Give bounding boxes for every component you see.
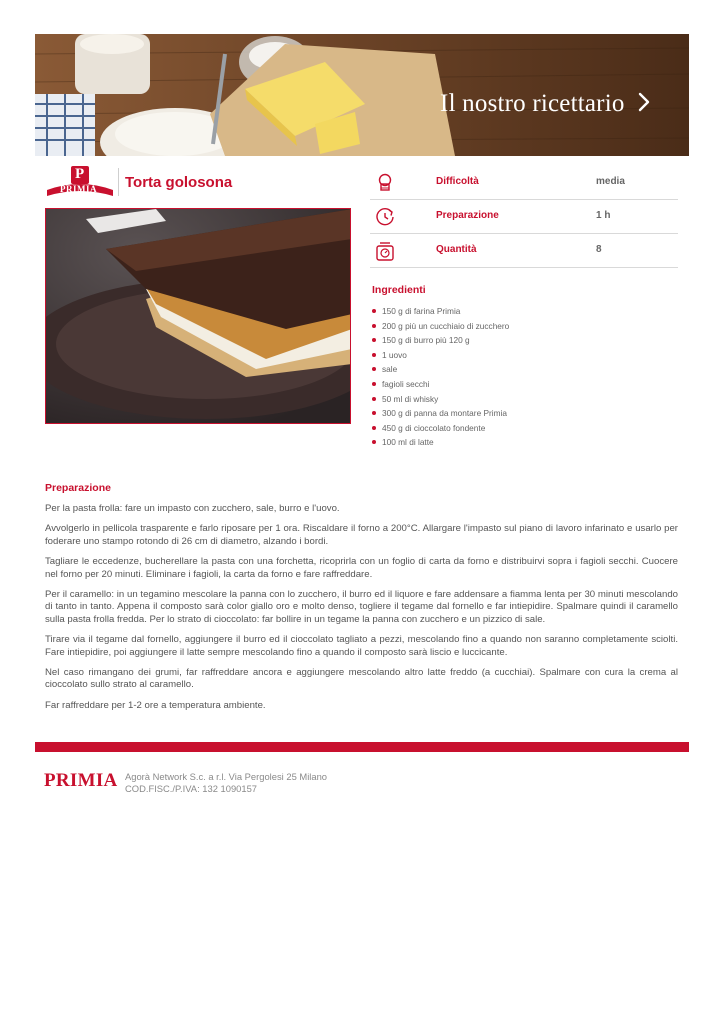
preparation-paragraph: Nel caso rimangano dei grumi, far raffreddare ancora e aggiungere mescolando altro latte freddo (a cucchiai). Spalmare con cura la crema al cioccolato sullo strato al caramello. bbox=[45, 667, 678, 691]
info-row-preparation bbox=[370, 200, 678, 234]
logo-text: PRIMIA bbox=[60, 184, 97, 194]
preparation-label: Preparazione bbox=[436, 210, 499, 221]
scale-icon bbox=[374, 240, 396, 262]
ingredients-title: Ingredienti bbox=[372, 284, 426, 296]
difficulty-value: media bbox=[596, 176, 625, 187]
header-divider bbox=[118, 168, 119, 196]
ingredient-item: 300 g di panna da montare Primia bbox=[372, 408, 509, 423]
ingredient-item: fagioli secchi bbox=[372, 379, 509, 394]
ingredient-item: 100 ml di latte bbox=[372, 437, 509, 452]
preparation-value: 1 h bbox=[596, 210, 611, 221]
ingredient-item: 150 g di farina Primia bbox=[372, 306, 509, 321]
logo-letter: P bbox=[75, 166, 85, 182]
footer-address bbox=[125, 771, 327, 794]
footer-bar bbox=[35, 742, 689, 752]
preparation-paragraph: Avvolgerlo in pellicola trasparente e farlo riposare per 1 ora. Riscaldare il forno a 200°C. Allargare l'impasto sul piano di lavoro infarinato e usarlo per foderare uno stampo rotondo di 26 cm di diametro, alzando i bordi. bbox=[45, 523, 678, 547]
ingredient-item: 450 g di cioccolato fondente bbox=[372, 423, 509, 438]
hero-banner[interactable] bbox=[35, 34, 689, 156]
ingredients-list bbox=[372, 306, 509, 452]
recipe-title: Torta golosona bbox=[125, 174, 233, 191]
primia-logo[interactable] bbox=[45, 166, 115, 198]
preparation-paragraph: Per la pasta frolla: fare un impasto con zucchero, sale, burro e l'uovo. bbox=[45, 503, 340, 514]
timer-icon bbox=[374, 206, 396, 228]
quantity-label: Quantità bbox=[436, 244, 477, 255]
preparation-title: Preparazione bbox=[45, 482, 111, 494]
chef-hat-icon bbox=[374, 172, 396, 194]
info-row-quantity bbox=[370, 234, 678, 268]
ingredient-item: 50 ml di whisky bbox=[372, 394, 509, 409]
recipe-photo bbox=[45, 208, 351, 424]
chocolate-tart-image bbox=[46, 209, 351, 424]
ingredient-item: 150 g di burro più 120 g bbox=[372, 335, 509, 350]
preparation-paragraph: Tagliare le eccedenze, bucherellare la pasta con una forchetta, ricoprirla con un foglio di carta da forno e distribuirvi sopra i fagioli secchi. Cuocere nel forno per 20 minuti. Eliminare i fagioli, la carta da forno e fare raffreddare. bbox=[45, 556, 678, 580]
chevron-right-icon bbox=[637, 92, 651, 112]
ingredient-item: 1 uovo bbox=[372, 350, 509, 365]
preparation-text bbox=[45, 503, 678, 720]
footer-logo[interactable]: PRIMIA bbox=[44, 770, 118, 791]
footer-address-line: Agorà Network S.c. a r.l. Via Pergolesi 25 Milano bbox=[125, 771, 328, 782]
preparation-paragraph: Far raffreddare per 1-2 ore a temperatura ambiente. bbox=[45, 699, 266, 711]
footer-vat-line: COD.FISC./P.IVA: 132 1090157 bbox=[125, 782, 258, 794]
preparation-paragraph: Tirare via il tegame dal fornello, aggiungere il burro ed il cioccolato tagliato a pezzi, mescolando fino a quando non saranno completamente sciolti. Fare intiepidire, poi aggiungere il latte sempre mescolando fino a quando il composto sarà liscio e luccicante. bbox=[45, 634, 678, 658]
info-row-difficulty bbox=[370, 166, 678, 200]
quantity-value: 8 bbox=[596, 244, 602, 255]
ingredient-item: 200 g più un cucchiaio di zucchero bbox=[372, 321, 509, 336]
preparation-paragraph: Per il caramello: in un tegamino mescolare la panna con lo zucchero, il burro ed il liquore e fare addensare a fiamma lenta per 30 minuti mescolando di tanto in tanto. Appena il composto sarà color giallo oro e molto denso, togliere il tegame dal fornello e far intiepidire. Spalmare quindi il caramello sulla pasta frolla fredda. Per lo strato di cioccolato: far bollire in un tegame la panna con zucchero e un pizzico di sale. bbox=[45, 589, 678, 625]
hero-title[interactable] bbox=[440, 90, 651, 118]
difficulty-label: Difficoltà bbox=[436, 176, 479, 187]
hero-title-text: Il nostro ricettario bbox=[440, 90, 625, 117]
ingredient-item: sale bbox=[372, 364, 509, 379]
